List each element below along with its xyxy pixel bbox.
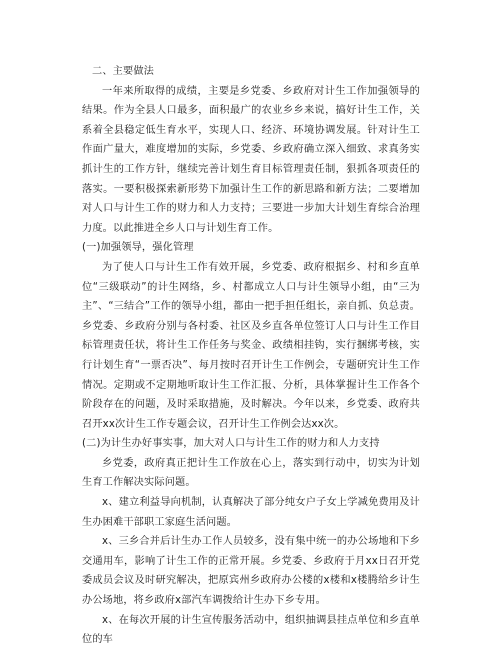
paragraph-item-office: x、三乡合并后计生办工作人员较多，没有集中统一的办公场地和下乡交通用车，影响了计生工作的正常开展。乡党委、乡政府于月xx日召开党委成员会议及时研究解决，把原宾州乡政府办公楼的x楼和x楼腾给乡计生办公场地，将乡政府x部汽车调拨给计生办下乡专用。 [82, 536, 420, 607]
paragraph-support-intro: 乡党委，政府真正把计生工作放在心上，落实到行动中，切实为计划生育工作解决实际问题。 [82, 457, 420, 489]
section-heading: 二、主要做法 [92, 66, 155, 77]
paragraph-item-vehicles: x、在每次开展的计生宣传服务活动中，组织抽调县挂点单位和乡直单位的车 [82, 614, 420, 646]
document-page [82, 62, 420, 650]
paragraph-leadership: 为了使人口与计生工作有效开展，乡党委、政府根据乡、村和乡直单位“三级联动”的计生网络，乡、村都成立人口与计生领导小组，由“三为主”、“三结合”工作的领导小组，都由一把手担任组长，亲自抓、负总责。乡党委、乡政府分别与各村委、社区及乡直各单位签订人口与计生工作目标管理责任状，将计生工作任务与奖金、政绩相挂钩，实行捆绑考核，实行计划生育“一票否决”、每月按时召开计生工作例会，专题研究计生工作情况。定期或不定期地听取计生工作汇报、分析，具体掌握计生工作各个阶段存在的问题，及时采取措施，及时解决。今年以来，乡党委、政府共召开xx次计生工作专题会议，召开计生工作例会达xx次。 [82, 261, 420, 430]
paragraph-item-incentive: x、建立利益导向机制，认真解决了部分纯女户子女上学减免费用及计生办困难干部职工家庭生活问题。 [82, 497, 420, 528]
subheading-support: (二)为计生办好事实事，加大对人口与计生工作的财力和人力支持 [82, 438, 380, 450]
paragraph-overview: 一年来所取得的成绩，主要是乡党委、乡政府对计生工作加强领导的结果。作为全县人口最多，面积最广的农业乡乡来说，搞好计生工作，关系着全县稳定低生育水平，实现人口、经济、环境协调发展。针对计生工作面广量大，难度增加的实际，乡党委、乡政府确立深入细致、求真务实抓计生的工作方针，继续完善计划生育目标管理责任制，狠抓各项责任的落实。一要积极探索新形势下加强计生工作的新思路和新方法；二要增加对人口与计生工作的财力和人力支持；三要进一步加大计划生育综合治理力度。以此推进全乡人口与计划生育工作。 [82, 85, 420, 234]
subheading-leadership: (一)加强领导，强化管理 [82, 242, 194, 254]
